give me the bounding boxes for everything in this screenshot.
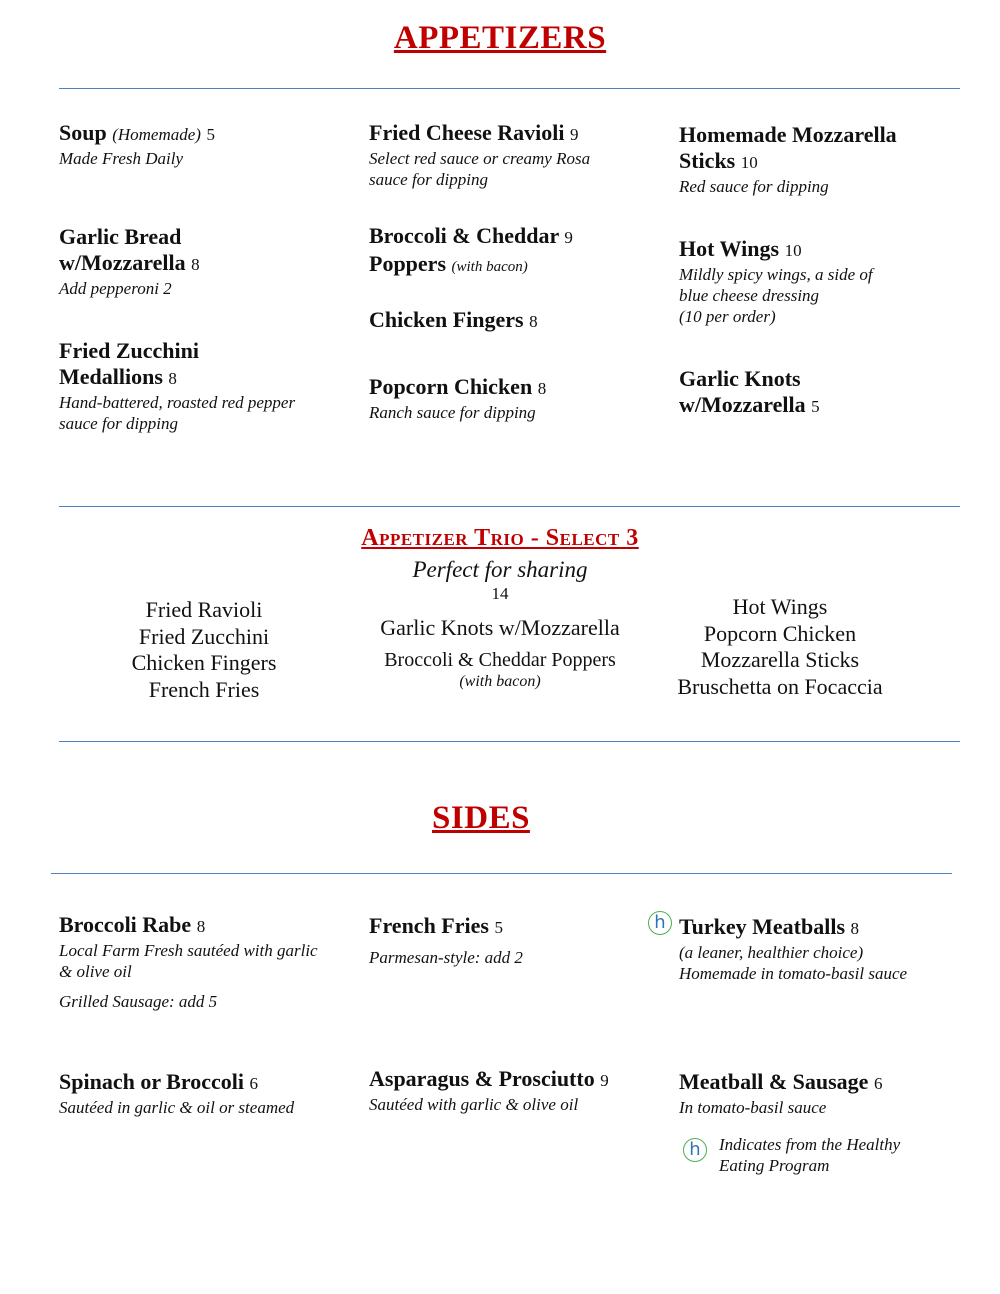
- trio-option: Fried Ravioli: [145, 597, 263, 622]
- menu-item-asparagus-prosciutto: [369, 1066, 659, 1115]
- item-price: 8: [529, 312, 538, 331]
- item-name: French Fries: [369, 913, 489, 938]
- trio-option: Mozzarella Sticks: [700, 647, 860, 672]
- item-description: Add pepperoni 2: [59, 279, 172, 298]
- divider: [59, 506, 960, 507]
- item-name: Broccoli Rabe: [59, 912, 192, 937]
- item-name-line: Garlic Knots: [679, 366, 801, 391]
- appetizers-title: APPETIZERS: [393, 20, 607, 56]
- item-description-line: Homemade in tomato-basil sauce: [679, 964, 908, 983]
- item-description: Local Farm Fresh sautéed with garlic & olive oil: [59, 941, 318, 981]
- item-description: Ranch sauce for dipping: [369, 403, 536, 422]
- item-price: 5: [206, 125, 215, 144]
- item-price: 9: [564, 228, 573, 247]
- trio-option: French Fries: [148, 676, 260, 702]
- item-price: 10: [740, 153, 758, 172]
- healthy-h-icon: h: [683, 1138, 707, 1162]
- menu-item-garlic-bread: [59, 224, 329, 299]
- item-name: Chicken Fingers: [369, 307, 524, 332]
- trio-list-left: [104, 597, 304, 703]
- item-name-line: Broccoli & Cheddar: [369, 223, 559, 248]
- item-description: Select red sauce or creamy Rosa sauce for dipping: [369, 149, 591, 189]
- trio-price: 14: [491, 584, 509, 603]
- item-name: Turkey Meatballs: [679, 914, 846, 939]
- trio-option: Bruschetta on Focaccia: [677, 673, 883, 699]
- item-description-line: Mildly spicy wings, a side of: [679, 265, 873, 284]
- menu-item-hot-wings: [679, 236, 969, 327]
- sides-title: SIDES: [432, 800, 530, 836]
- item-price: 8: [168, 369, 177, 388]
- trio-option: Broccoli & Cheddar Poppers: [384, 648, 616, 671]
- item-name-line: Sticks: [679, 148, 736, 173]
- menu-item-fried-cheese-ravioli: [369, 120, 629, 190]
- divider: [59, 88, 960, 89]
- item-name-line: Homemade Mozzarella: [679, 122, 897, 147]
- trio-option: Fried Zucchini: [138, 623, 270, 649]
- item-description: Sautéed with garlic & olive oil: [369, 1095, 579, 1114]
- trio-option: Chicken Fingers: [131, 650, 277, 675]
- trio-title: Appetizer Trio - Select 3: [361, 525, 639, 551]
- item-name-line: Medallions: [59, 364, 163, 389]
- menu-item-popcorn-chicken: [369, 374, 639, 423]
- item-name: Fried Cheese Ravioli: [369, 120, 565, 145]
- menu-item-soup: [59, 120, 329, 169]
- item-extra: Grilled Sausage: add 5: [59, 992, 218, 1011]
- trio-option-qualifier: (with bacon): [459, 672, 541, 690]
- healthy-legend: Indicates from the Healthy Eating Program: [719, 1135, 901, 1175]
- item-description-line: (10 per order): [679, 307, 776, 326]
- menu-item-french-fries: [369, 913, 639, 968]
- item-price: 5: [811, 397, 820, 416]
- item-name-line: w/Mozzarella: [59, 250, 186, 275]
- item-name: Asparagus & Prosciutto: [369, 1066, 595, 1091]
- item-description-line: (a leaner, healthier choice): [679, 943, 864, 962]
- item-description: Hand-battered, roasted red pepper sauce for dipping: [59, 393, 296, 433]
- item-name-line: w/Mozzarella: [679, 392, 806, 417]
- item-name: Soup: [59, 120, 107, 145]
- item-description-line: blue cheese dressing: [679, 286, 820, 305]
- trio-option: Hot Wings: [732, 594, 828, 619]
- menu-item-broccoli-rabe: [59, 912, 324, 1012]
- divider: [59, 741, 960, 742]
- menu-item-spinach-broccoli: [59, 1069, 349, 1118]
- menu-item-garlic-knots: [679, 366, 949, 420]
- trio-list-center: [345, 615, 655, 691]
- menu-item-turkey-meatballs: [679, 914, 979, 984]
- item-description: In tomato-basil sauce: [679, 1098, 827, 1117]
- trio-option: Popcorn Chicken: [703, 620, 857, 646]
- trio-list-right: [660, 594, 900, 700]
- trio-subtitle: Perfect for sharing: [412, 557, 588, 582]
- item-price: 9: [600, 1071, 609, 1090]
- menu-item-mozzarella-sticks: [679, 122, 969, 197]
- item-price: 8: [191, 255, 200, 274]
- item-name: Popcorn Chicken: [369, 374, 533, 399]
- item-price: 6: [873, 1074, 883, 1093]
- item-name-line: Fried Zucchini: [59, 338, 199, 363]
- item-price: 8: [196, 917, 206, 936]
- trio-option: Garlic Knots w/Mozzarella: [380, 615, 620, 640]
- item-name-line: Garlic Bread: [59, 224, 182, 249]
- item-price: 9: [570, 125, 579, 144]
- item-description: Sautéed in garlic & oil or steamed: [59, 1098, 295, 1117]
- item-price: 8: [850, 919, 860, 938]
- healthy-h-icon: h: [648, 911, 672, 935]
- menu-item-meatball-sausage: [679, 1069, 969, 1118]
- menu-item-chicken-fingers: [369, 307, 639, 335]
- item-price: 6: [249, 1074, 258, 1093]
- menu-item-broccoli-cheddar-poppers: [369, 223, 639, 280]
- item-name: Meatball & Sausage: [679, 1069, 869, 1094]
- item-name: Hot Wings: [679, 236, 780, 261]
- item-description: Parmesan-style: add 2: [369, 948, 523, 967]
- item-description: Red sauce for dipping: [679, 177, 829, 196]
- menu-item-fried-zucchini: [59, 338, 334, 434]
- item-description: Made Fresh Daily: [59, 149, 184, 168]
- item-price: 8: [537, 379, 547, 398]
- item-name: Spinach or Broccoli: [59, 1069, 244, 1094]
- item-qualifier: (with bacon): [451, 259, 528, 275]
- item-price: 10: [784, 241, 802, 260]
- divider: [51, 873, 952, 874]
- item-qualifier: (Homemade): [112, 125, 201, 144]
- item-name-line: Poppers: [369, 251, 446, 276]
- item-price: 5: [494, 918, 503, 937]
